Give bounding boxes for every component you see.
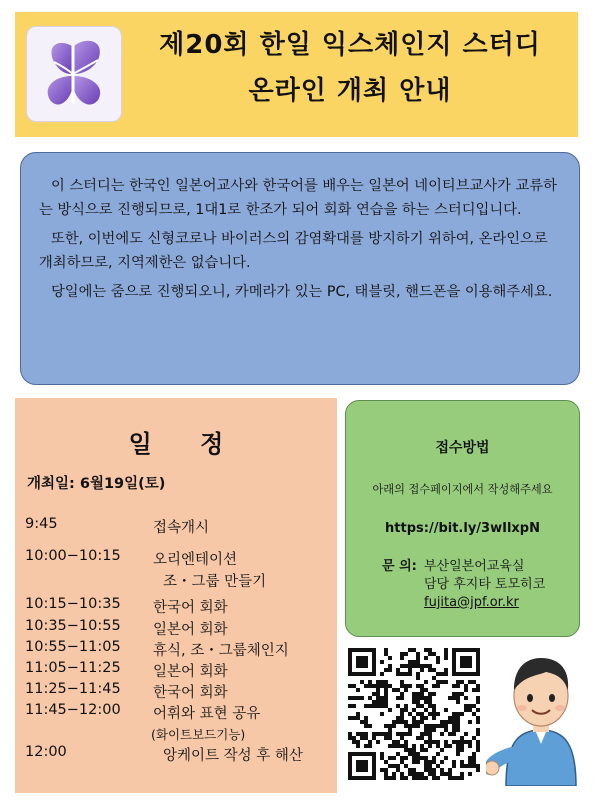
schedule-activity-sub: 조・그룹 만들기 <box>163 574 267 590</box>
title-line-1: 제20회 한일 익스체인지 스터디 <box>159 30 541 60</box>
schedule-time: 10:15−10:35 <box>25 596 121 612</box>
contact-org: 부산일본어교육실 <box>424 559 525 574</box>
contact-line-email <box>382 594 545 612</box>
schedule-time: 11:45−12:00 <box>25 702 121 718</box>
pointing-man-illustration <box>486 646 596 786</box>
intro-paragraph: 또한, 이번에도 신형코로나 바이러스의 감염확대를 방지하기 위하여, 온라인으로 개최하므로, 지역제한은 없습니다. <box>39 231 548 271</box>
schedule-time: 10:00−10:15 <box>25 548 121 564</box>
registration-description: 아래의 접수페이지에서 작성해주세요 <box>372 483 553 496</box>
schedule-time: 11:05−11:25 <box>25 660 121 676</box>
registration-title: 접수방법 <box>435 440 490 456</box>
contact-person: 담당 후지타 토모히코 <box>424 577 546 592</box>
schedule-activity: 오리엔테이션 <box>153 552 238 568</box>
registration-link[interactable]: https://bit.ly/3wIlxpN <box>385 521 540 536</box>
title-line-2: 온라인 개최 안내 <box>248 76 452 106</box>
header-banner <box>15 12 578 137</box>
event-date: 개최일: 6월19일(토) <box>27 476 166 492</box>
schedule-time: 10:55−11:05 <box>25 639 121 655</box>
schedule-activity-sub: (화이트보드기능) <box>151 727 246 742</box>
schedule-time: 10:35−10:55 <box>25 618 121 634</box>
schedule-time: 11:25−11:45 <box>25 681 121 697</box>
schedule-activity: 일본어 회화 <box>153 664 228 680</box>
intro-box <box>20 152 580 385</box>
schedule-time: 9:45 <box>25 516 58 532</box>
schedule-activity: 한국어 회화 <box>153 600 228 616</box>
schedule-time: 12:00 <box>25 744 67 760</box>
schedule-activity: 일본어 회화 <box>153 622 228 638</box>
schedule-title: 일 정 <box>128 430 244 458</box>
schedule-activity: 앙케이트 작성 후 해산 <box>163 748 303 764</box>
registration-box <box>345 400 580 637</box>
contact-line-org <box>382 558 545 576</box>
contact-label: 문 의: <box>382 559 417 574</box>
contact-info <box>382 558 545 612</box>
schedule-panel <box>15 398 337 793</box>
intro-paragraph: 이 스터디는 한국인 일본어교사와 한국어를 배우는 일본어 네이티브교사가 교류하는 방식으로 진행되므로, 1대1로 한조가 되어 회화 연습을 하는 스터디입니다. <box>39 178 557 218</box>
qr-code-icon[interactable] <box>348 648 480 780</box>
butterfly-logo-icon <box>26 26 122 122</box>
schedule-activity: 접속개시 <box>153 520 210 536</box>
contact-email-link[interactable]: fujita@jpf.or.kr <box>424 595 519 610</box>
schedule-activity: 휴식, 조・그룹체인지 <box>153 643 289 659</box>
page-title <box>130 22 570 114</box>
schedule-activity: 한국어 회화 <box>153 685 228 701</box>
schedule-activity: 어휘와 표현 공유 <box>153 706 261 722</box>
intro-paragraph: 당일에는 줌으로 진행되오니, 카메라가 있는 PC, 태블릿, 핸드폰을 이용해주세요. <box>51 284 553 300</box>
